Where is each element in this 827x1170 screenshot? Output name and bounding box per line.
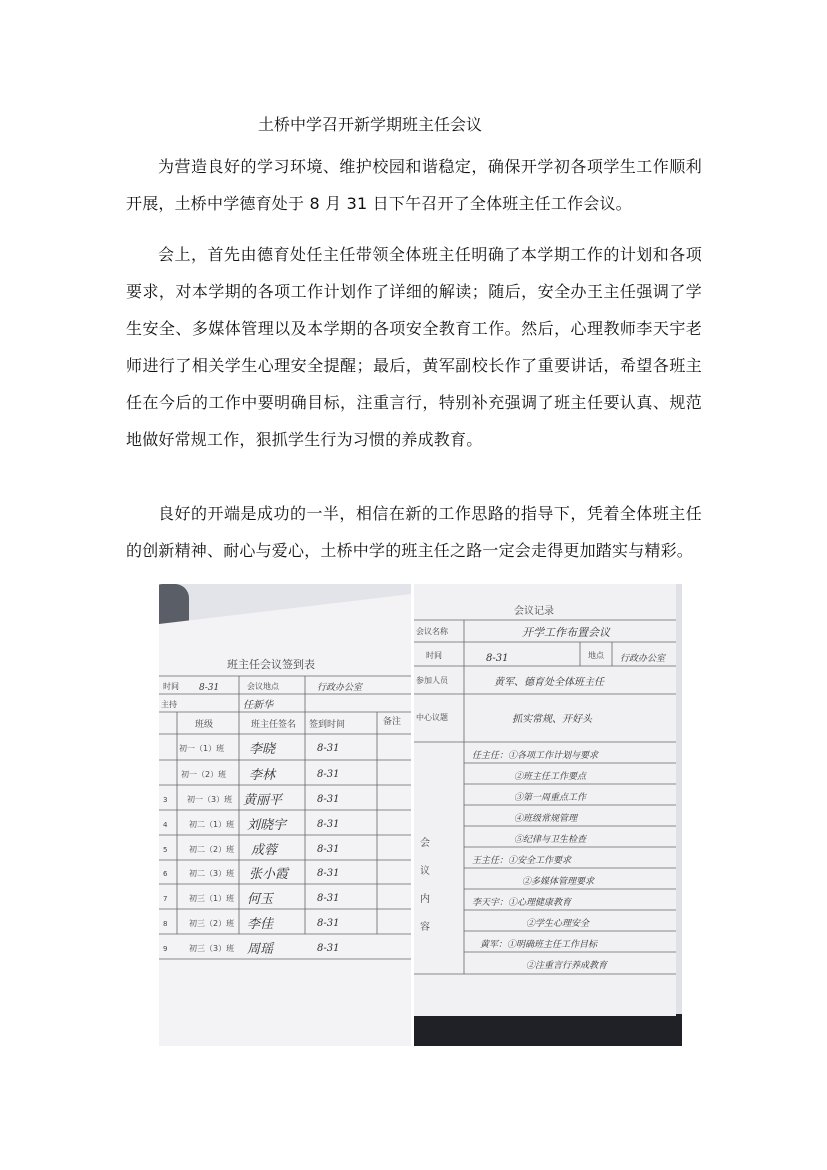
svg-text:8-31: 8-31 bbox=[317, 943, 340, 954]
svg-text:王主任：①安全工作要求: 王主任：①安全工作要求 bbox=[472, 856, 572, 866]
svg-text:8-31: 8-31 bbox=[317, 819, 340, 830]
svg-text:张小霞: 张小霞 bbox=[249, 867, 289, 882]
svg-text:地点: 地点 bbox=[588, 651, 604, 660]
svg-text:初二（3）班: 初二（3）班 bbox=[189, 869, 235, 878]
svg-text:会: 会 bbox=[420, 838, 430, 849]
meeting-record-photo bbox=[414, 584, 682, 1046]
svg-text:行政办公室: 行政办公室 bbox=[317, 683, 363, 693]
svg-text:黄丽平: 黄丽平 bbox=[243, 793, 283, 808]
svg-text:9: 9 bbox=[163, 945, 168, 953]
svg-text:任主任：①各项工作计划与要求: 任主任：①各项工作计划与要求 bbox=[472, 751, 599, 761]
svg-text:李林: 李林 bbox=[249, 768, 276, 783]
svg-text:8-31: 8-31 bbox=[317, 918, 340, 929]
svg-text:初二（1）班: 初二（1）班 bbox=[189, 820, 235, 829]
svg-text:8-31: 8-31 bbox=[317, 794, 340, 805]
svg-text:任新华: 任新华 bbox=[243, 700, 273, 711]
svg-text:8-31: 8-31 bbox=[486, 653, 509, 664]
svg-text:②多媒体管理要求: ②多媒体管理要求 bbox=[522, 877, 595, 887]
svg-text:黄军、德育处全体班主任: 黄军、德育处全体班主任 bbox=[494, 677, 604, 688]
svg-text:签到时间: 签到时间 bbox=[309, 720, 346, 730]
svg-text:主持: 主持 bbox=[161, 700, 177, 709]
svg-text:李天宇：①心理健康教育: 李天宇：①心理健康教育 bbox=[472, 898, 572, 908]
svg-text:②学生心理安全: ②学生心理安全 bbox=[526, 919, 590, 929]
svg-text:开学工作布置会议: 开学工作布置会议 bbox=[522, 626, 610, 639]
page-title: 土桥中学召开新学期班主任会议 bbox=[258, 115, 483, 134]
svg-text:6: 6 bbox=[163, 870, 168, 878]
svg-text:7: 7 bbox=[163, 895, 168, 903]
svg-text:⑤纪律与卫生检查: ⑤纪律与卫生检查 bbox=[514, 835, 587, 845]
svg-text:何玉: 何玉 bbox=[247, 892, 274, 907]
svg-text:内: 内 bbox=[420, 894, 430, 905]
svg-text:李佳: 李佳 bbox=[247, 917, 274, 932]
svg-text:8-31: 8-31 bbox=[199, 683, 220, 693]
svg-text:刘晓宇: 刘晓宇 bbox=[247, 818, 287, 833]
sheet-heading: 班主任会议签到表 bbox=[227, 658, 315, 671]
paragraph-conclusion: 良好的开端是成功的一半，相信在新的工作思路的指导下，凭着全体班主任的创新精神、耐心与爱心，土桥中学的班主任之路一定会走得更加踏实与精彩。 bbox=[126, 504, 702, 560]
svg-text:参加人员: 参加人员 bbox=[416, 676, 448, 685]
svg-text:行政办公室: 行政办公室 bbox=[620, 654, 666, 664]
svg-text:备注: 备注 bbox=[383, 717, 402, 727]
svg-text:8-31: 8-31 bbox=[317, 893, 340, 904]
svg-text:会议名称: 会议名称 bbox=[416, 627, 448, 636]
svg-text:8-31: 8-31 bbox=[317, 844, 340, 855]
svg-text:8-31: 8-31 bbox=[317, 743, 340, 754]
svg-text:抓实常规、开好头: 抓实常规、开好头 bbox=[512, 714, 592, 725]
svg-text:8-31: 8-31 bbox=[317, 769, 340, 780]
svg-text:班级: 班级 bbox=[195, 720, 214, 730]
svg-text:初一（2）班: 初一（2）班 bbox=[181, 770, 227, 779]
svg-text:容: 容 bbox=[420, 922, 430, 933]
record-heading: 会议记录 bbox=[514, 606, 554, 617]
svg-text:初三（3）班: 初三（3）班 bbox=[189, 944, 235, 953]
svg-text:③第一周重点工作: ③第一周重点工作 bbox=[514, 793, 587, 803]
svg-text:会议地点: 会议地点 bbox=[247, 682, 279, 691]
svg-text:8-31: 8-31 bbox=[317, 868, 340, 879]
svg-text:初一（1）班: 初一（1）班 bbox=[179, 744, 225, 753]
svg-text:周瑶: 周瑶 bbox=[247, 942, 274, 957]
svg-text:班主任签名: 班主任签名 bbox=[251, 720, 297, 730]
svg-text:初二（2）班: 初二（2）班 bbox=[189, 845, 235, 854]
svg-text:4: 4 bbox=[163, 821, 168, 829]
sign-in-sheet-photo bbox=[159, 584, 411, 1046]
svg-text:黄军：①明确班主任工作目标: 黄军：①明确班主任工作目标 bbox=[480, 940, 598, 950]
svg-text:3: 3 bbox=[163, 796, 168, 804]
svg-text:成蓉: 成蓉 bbox=[251, 843, 278, 858]
svg-text:初三（1）班: 初三（1）班 bbox=[189, 894, 235, 903]
svg-text:初三（2）班: 初三（2）班 bbox=[189, 919, 235, 928]
svg-text:8: 8 bbox=[163, 920, 168, 928]
svg-text:初一（3）班: 初一（3）班 bbox=[187, 795, 233, 804]
svg-text:议: 议 bbox=[420, 866, 430, 877]
svg-text:④班级常规管理: ④班级常规管理 bbox=[514, 814, 578, 824]
svg-text:5: 5 bbox=[163, 846, 168, 854]
paragraph-intro: 为营造良好的学习环境、维护校园和谐稳定，确保开学初各项学生工作顺利开展，土桥中学德育处于 8 月 31 日下午召开了全体班主任工作会议。 bbox=[126, 157, 702, 213]
dark-edge bbox=[414, 1014, 682, 1046]
svg-text:中心议题: 中心议题 bbox=[416, 713, 448, 722]
svg-text:②注重言行养成教育: ②注重言行养成教育 bbox=[526, 961, 608, 971]
svg-text:时间: 时间 bbox=[163, 682, 179, 691]
svg-text:李晓: 李晓 bbox=[249, 742, 276, 757]
svg-text:时间: 时间 bbox=[426, 651, 442, 660]
paragraph-meeting-content: 会上，首先由德育处任主任带领全体班主任明确了本学期工作的计划和各项要求，对本学期的各项工作计划作了详细的解读；随后，安全办王主任强调了学生安全、多媒体管理以及本学期的各项安全教育工作。然后，心理教师李天宇老师进行了相关学生心理安全提醒；最后，黄军副校长作了重要讲话，希望各班主任在今后的工作中要明确目标，注重言行，特别补充强调了班主任要认真、规范地做好常规工作，狠抓学生行为习惯的养成教育。 bbox=[126, 245, 702, 449]
svg-text:②班主任工作要点: ②班主任工作要点 bbox=[514, 772, 587, 782]
